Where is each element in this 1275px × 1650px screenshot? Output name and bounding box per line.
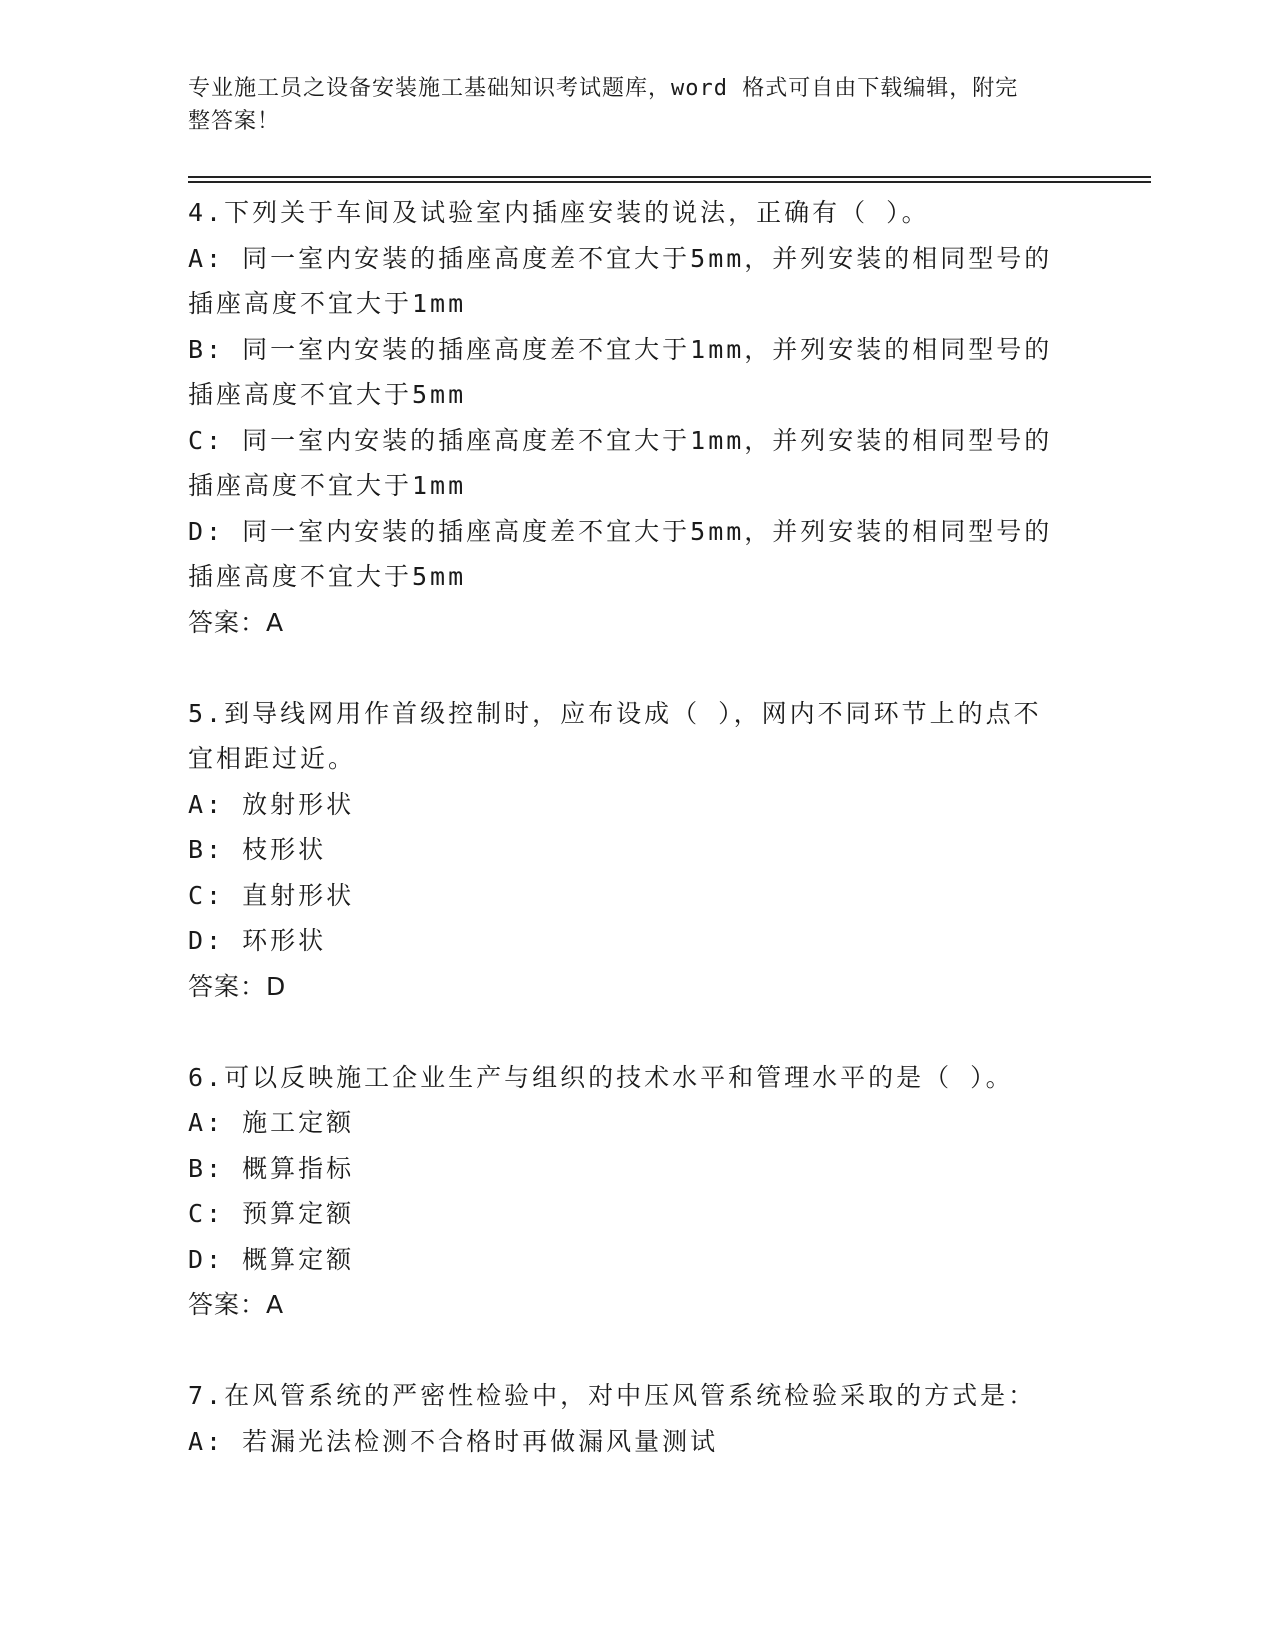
option-d: D: 环形状 [188, 926, 327, 955]
document-header [188, 72, 1068, 138]
option-d: D: 同一室内安装的插座高度差不宜大于5mm，并列安装的相同型号的 插座高度不宜大于5mm [188, 516, 1053, 591]
answer-label: 答案：A [188, 1290, 285, 1319]
option-b: B: 概算指标 [188, 1153, 355, 1183]
answer-label: 答案：D [188, 971, 287, 1001]
question-4 [188, 190, 1088, 645]
option-c: C: 直射形状 [188, 880, 355, 910]
question-6 [188, 1055, 1088, 1328]
answer-label: 答案：A [188, 607, 285, 637]
option-c: C: 同一室内安装的插座高度差不宜大于1mm，并列安装的相同型号的 插座高度不宜大于1mm [188, 425, 1053, 500]
option-b: B: 枝形状 [188, 835, 327, 864]
option-a: A: 同一室内安装的插座高度差不宜大于5mm，并列安装的相同型号的 插座高度不宜大于1mm [188, 243, 1053, 318]
question-list [188, 190, 1088, 1464]
option-d: D: 概算定额 [188, 1244, 355, 1274]
question-spacer [188, 1009, 1088, 1055]
option-a: A: 若漏光法检测不合格时再做漏风量测试 [188, 1426, 719, 1456]
header-line-1: 专业施工员之设备安装施工基础知识考试题库，word 格式可自由下载编辑，附完 [188, 76, 1019, 101]
header-divider-bottom [188, 181, 1151, 183]
header-divider-top [188, 176, 1151, 178]
option-a: A: 施工定额 [188, 1108, 355, 1137]
option-b: B: 同一室内安装的插座高度差不宜大于1mm，并列安装的相同型号的 插座高度不宜大于5mm [188, 334, 1053, 409]
option-a: A: 放射形状 [188, 789, 355, 819]
question-stem: 7.在风管系统的严密性检验中，对中压风管系统检验采取的方式是： [188, 1381, 1037, 1410]
question-stem: 6.可以反映施工企业生产与组织的技术水平和管理水平的是（ ）。 [188, 1062, 1014, 1092]
header-line-2: 整答案！ [188, 109, 281, 134]
question-spacer [188, 645, 1088, 691]
question-spacer [188, 1328, 1088, 1374]
question-7 [188, 1373, 1088, 1464]
question-5 [188, 691, 1088, 1010]
question-stem: 5.到导线网用作首级控制时，应布设成（ ），网内不同环节上的点不 宜相距过近。 [188, 698, 1042, 773]
question-stem: 4.下列关于车间及试验室内插座安装的说法，正确有（ ）。 [188, 198, 930, 227]
option-c: C: 预算定额 [188, 1199, 355, 1228]
